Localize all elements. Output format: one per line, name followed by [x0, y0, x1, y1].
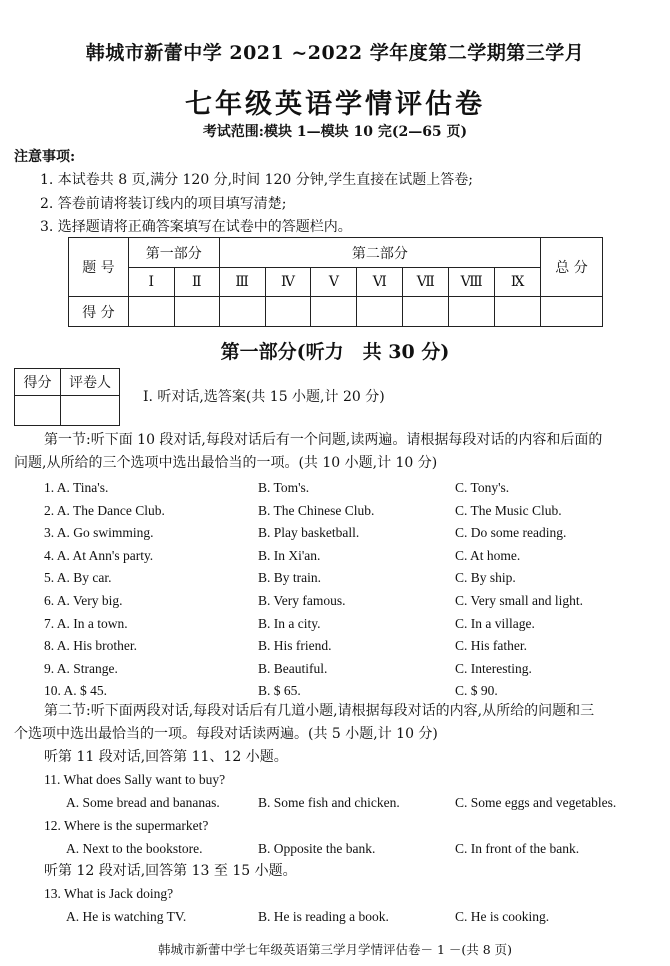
score-cell[interactable]	[174, 297, 219, 327]
option-a[interactable]: 5. A. By car.	[44, 570, 112, 586]
option-b[interactable]: B. By train.	[258, 570, 321, 586]
section1-intro-line: 问题,从所给的三个选项中选出最恰当的一项。(共 10 小题,计 10 分)	[14, 455, 438, 471]
option-c[interactable]: C. $ 90.	[455, 683, 498, 699]
dialog-instruction: 听第 12 段对话,回答第 13 至 15 小题。	[44, 863, 297, 879]
numeral-cell: Ⅴ	[311, 268, 357, 297]
option-b[interactable]: B. Tom's.	[258, 480, 310, 495]
part2-header: 第二部分	[219, 238, 540, 268]
option-c[interactable]: C. Very small and light.	[455, 593, 583, 608]
part1-header: 第一部分	[128, 238, 219, 268]
option-b[interactable]: B. Beautiful.	[258, 660, 328, 676]
section-title: 第一部分(听力 共 30 分)	[220, 341, 450, 363]
score-cell[interactable]	[265, 297, 311, 327]
notes-heading: 注意事项:	[14, 149, 76, 165]
option-a[interactable]: 7. A. In a town.	[44, 615, 128, 631]
option-a[interactable]: 6. A. Very big.	[44, 593, 123, 608]
option-a[interactable]: A. Some bread and bananas.	[66, 795, 220, 810]
numeral-cell: Ⅶ	[403, 268, 449, 297]
option-c[interactable]: C. He is cooking.	[455, 909, 550, 924]
option-b[interactable]: B. His friend.	[258, 638, 332, 654]
numeral-cell: Ⅸ	[495, 268, 541, 297]
option-c[interactable]: C. Tony's.	[455, 480, 510, 495]
grader-name-cell[interactable]	[61, 396, 120, 426]
numeral-cell: Ⅱ	[174, 268, 219, 297]
score-cell[interactable]	[403, 297, 449, 327]
dialog-instruction: 听第 11 段对话,回答第 11、12 小题。	[44, 749, 288, 765]
grader-score-label: 得分	[15, 369, 61, 396]
question-number-label: 题 号	[69, 238, 129, 297]
option-c[interactable]: C. At home.	[455, 547, 521, 563]
option-a[interactable]: A. Next to the bookstore.	[66, 841, 203, 856]
score-row-label: 得 分	[69, 297, 129, 327]
option-a[interactable]: 1. A. Tina's.	[44, 480, 109, 495]
option-a[interactable]: A. He is watching TV.	[66, 909, 187, 924]
option-c[interactable]: C. Do some reading.	[455, 525, 567, 541]
score-cell[interactable]	[128, 297, 174, 327]
option-b[interactable]: B. Play basketball.	[258, 525, 360, 541]
option-b[interactable]: B. Very famous.	[258, 593, 346, 608]
option-a[interactable]: 4. A. At Ann's party.	[44, 547, 154, 563]
option-c[interactable]: C. Some eggs and vegetables.	[455, 795, 617, 810]
option-a[interactable]: 8. A. His brother.	[44, 638, 137, 654]
numeral-cell: Ⅳ	[265, 268, 311, 297]
grader-box	[14, 368, 120, 426]
part-heading: Ⅰ. 听对话,选答案(共 15 小题,计 20 分)	[143, 389, 385, 405]
note-item: 2. 答卷前请将装订线内的项目填写清楚;	[40, 196, 287, 212]
option-c[interactable]: C. By ship.	[455, 570, 516, 586]
score-cell[interactable]	[311, 297, 357, 327]
question-stem: 13. What is Jack doing?	[44, 886, 174, 901]
option-b[interactable]: B. In a city.	[258, 615, 321, 631]
section2-intro-line: 个选项中选出最恰当的一项。每段对话读两遍。(共 5 小题,计 10 分)	[14, 726, 438, 742]
question-stem: 11. What does Sally want to buy?	[44, 772, 226, 787]
score-cell[interactable]	[357, 297, 403, 327]
grader-label: 评卷人	[61, 369, 120, 396]
section1-intro-line: 第一节:听下面 10 段对话,每段对话后有一个问题,读两遍。请根据每段对话的内容和后面的	[44, 432, 603, 448]
numeral-cell: Ⅷ	[449, 268, 495, 297]
option-c[interactable]: C. His father.	[455, 638, 527, 654]
grader-score-cell[interactable]	[15, 396, 61, 426]
option-b[interactable]: B. Some fish and chicken.	[258, 795, 400, 810]
score-cell[interactable]	[219, 297, 265, 327]
numeral-cell: Ⅵ	[357, 268, 403, 297]
option-b[interactable]: B. He is reading a book.	[258, 909, 389, 924]
option-c[interactable]: C. In front of the bank.	[455, 841, 580, 856]
exam-scope: 考试范围:模块 1—模块 10 完(2—65 页)	[202, 124, 468, 140]
option-c[interactable]: C. The Music Club.	[455, 502, 562, 518]
option-a[interactable]: 9. A. Strange.	[44, 660, 118, 676]
total-label: 总 分	[541, 238, 603, 297]
option-b[interactable]: B. In Xi'an.	[258, 547, 321, 563]
option-b[interactable]: B. Opposite the bank.	[258, 841, 376, 856]
exam-header: 韩城市新蕾中学 2021 ~2022 学年度第二学期第三学月	[85, 42, 585, 64]
option-c[interactable]: C. Interesting.	[455, 660, 532, 676]
page-footer: 韩城市新蕾中学七年级英语第三学月学情评估卷－ 1 －(共 8 页)	[157, 942, 513, 957]
option-c[interactable]: C. In a village.	[455, 615, 535, 631]
score-cell[interactable]	[495, 297, 541, 327]
option-b[interactable]: B. The Chinese Club.	[258, 502, 375, 518]
score-cell[interactable]	[449, 297, 495, 327]
note-item: 1. 本试卷共 8 页,满分 120 分,时间 120 分钟,学生直接在试题上答卷;	[40, 172, 473, 188]
exam-title: 七年级英语学情评估卷	[185, 89, 485, 120]
option-a[interactable]: 10. A. $ 45.	[44, 683, 108, 699]
numeral-cell: Ⅰ	[128, 268, 174, 297]
score-table	[68, 237, 603, 327]
option-b[interactable]: B. $ 65.	[258, 683, 301, 699]
question-stem: 12. Where is the supermarket?	[44, 818, 209, 833]
option-a[interactable]: 2. A. The Dance Club.	[44, 502, 165, 518]
numeral-cell: Ⅲ	[219, 268, 265, 297]
total-score-cell[interactable]	[541, 297, 603, 327]
note-item: 3. 选择题请将正确答案填写在试卷中的答题栏内。	[40, 219, 352, 235]
option-a[interactable]: 3. A. Go swimming.	[44, 525, 154, 541]
section2-intro-line: 第二节:听下面两段对话,每段对话后有几道小题,请根据每段对话的内容,从所给的问题和三	[44, 703, 595, 719]
